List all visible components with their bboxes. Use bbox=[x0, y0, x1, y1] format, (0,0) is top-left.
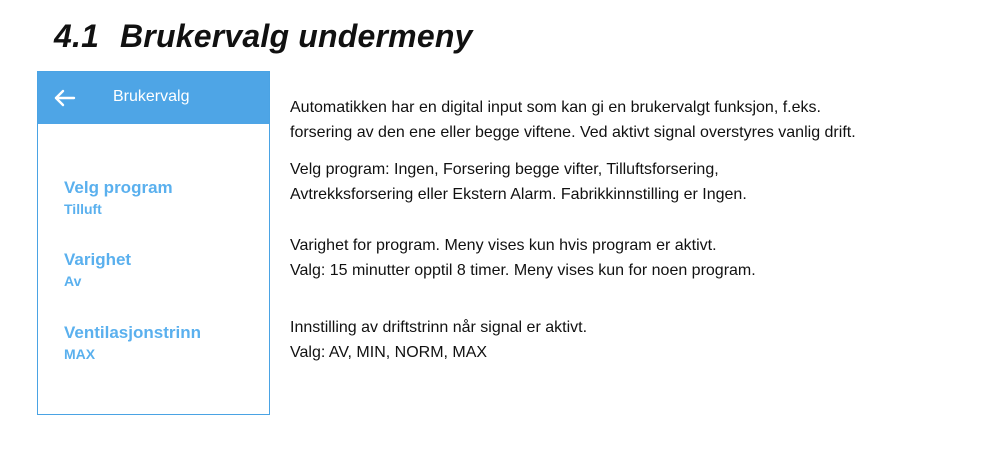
description-varighet bbox=[290, 233, 980, 283]
description-line: forsering av den ene eller begge viftene. Ved aktivt signal overstyres vanlig drift. bbox=[290, 124, 856, 141]
description-ventilasjonstrinn bbox=[290, 315, 980, 365]
section-title: Brukervalg undermeny bbox=[120, 18, 473, 54]
menu-item-value: Tilluft bbox=[64, 201, 102, 217]
back-button[interactable] bbox=[52, 85, 78, 111]
description-overview bbox=[290, 95, 980, 145]
menu-item-label: Varighet bbox=[64, 250, 132, 269]
description-line: Avtrekksforsering eller Ekstern Alarm. Fabrikkinnstilling er Ingen. bbox=[290, 186, 747, 203]
menu-item-label: Velg program bbox=[64, 178, 173, 197]
menu-item-ventilasjonstrinn[interactable] bbox=[64, 323, 254, 363]
description-line: Valg: AV, MIN, NORM, MAX bbox=[290, 344, 488, 361]
menu-item-velg-program[interactable] bbox=[64, 178, 254, 218]
description-line: Innstilling av driftstrinn når signal er aktivt. bbox=[290, 319, 588, 336]
description-line: Varighet for program. Meny vises kun hvis program er aktivt. bbox=[290, 237, 717, 254]
menu-item-label: Ventilasjonstrinn bbox=[64, 323, 201, 342]
panel-header bbox=[38, 72, 269, 124]
user-choice-panel bbox=[37, 71, 270, 415]
description-line: Velg program: Ingen, Forsering begge vifter, Tilluftsforsering, bbox=[290, 161, 719, 178]
menu-item-varighet[interactable] bbox=[64, 250, 254, 290]
description-line: Automatikken har en digital input som kan gi en brukervalgt funksjon, f.eks. bbox=[290, 99, 821, 116]
description-line: Valg: 15 minutter opptil 8 timer. Meny vises kun for noen program. bbox=[290, 262, 756, 279]
arrow-left-icon bbox=[52, 85, 78, 111]
menu-item-value: MAX bbox=[64, 346, 96, 362]
section-number: 4.1 bbox=[54, 18, 100, 54]
panel-title: Brukervalg bbox=[113, 88, 190, 105]
description-velg-program bbox=[290, 157, 980, 207]
menu-item-value: Av bbox=[64, 273, 82, 289]
section-heading bbox=[54, 18, 473, 55]
